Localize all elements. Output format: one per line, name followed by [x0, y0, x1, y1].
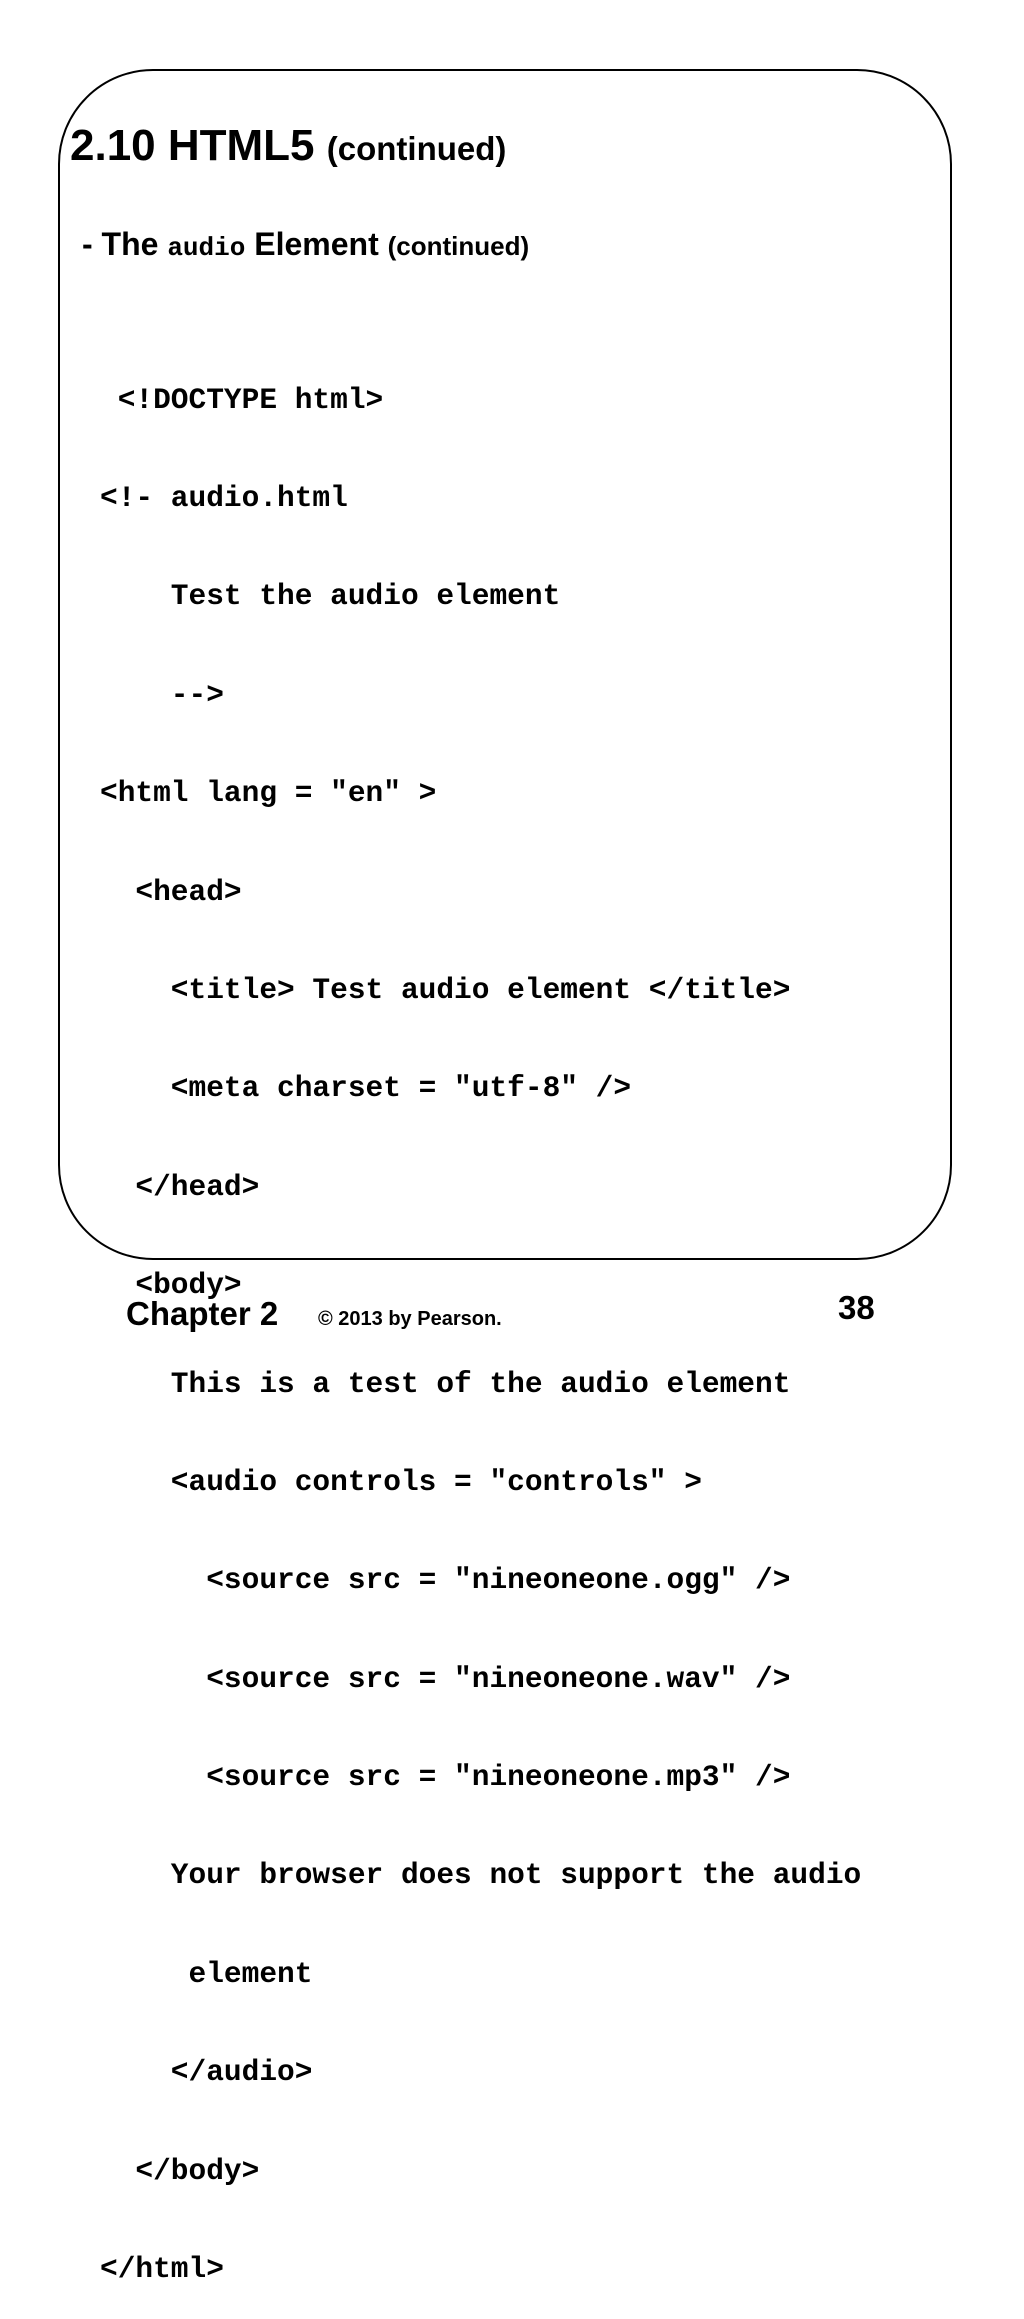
- code-line: <source src = "nineoneone.mp3" />: [100, 1760, 791, 1795]
- slide-title-main: 2.10 HTML5: [70, 121, 315, 170]
- code-line: Test the audio element: [100, 579, 561, 614]
- slide-title-suffix: (continued): [326, 130, 507, 167]
- code-line: <meta charset = "utf-8" />: [100, 1071, 632, 1106]
- code-line: </head>: [100, 1169, 260, 1204]
- code-line: <!- audio.html: [100, 480, 348, 515]
- code-line: Your browser does not support the audio: [100, 1858, 862, 1893]
- code-line: <source src = "nineoneone.ogg" />: [100, 1563, 791, 1598]
- subtitle-word: Element: [254, 226, 379, 262]
- code-line: <title> Test audio element </title>: [100, 972, 791, 1007]
- code-line: This is a test of the audio element: [100, 1366, 791, 1401]
- code-line: -->: [100, 677, 224, 712]
- code-line: <head>: [100, 874, 242, 909]
- slide-subtitle: [82, 224, 529, 268]
- code-line: element: [100, 1956, 313, 1991]
- code-line: <audio controls = "controls" >: [100, 1464, 702, 1499]
- subtitle-prefix: - The: [82, 226, 159, 262]
- code-line: <body>: [100, 1268, 242, 1303]
- code-line: </html>: [100, 2252, 224, 2287]
- footer-copyright: © 2013 by Pearson.: [318, 1308, 502, 1330]
- subtitle-code-word: audio: [167, 233, 246, 263]
- code-line: <source src = "nineoneone.wav" />: [100, 1661, 791, 1696]
- page-number: 38: [838, 1289, 875, 1326]
- subtitle-suffix: (continued): [387, 231, 530, 261]
- code-line: <!DOCTYPE html>: [100, 382, 384, 417]
- footer-chapter: Chapter 2: [126, 1295, 279, 1332]
- slide-title: [70, 120, 506, 175]
- code-line: </body>: [100, 2153, 260, 2188]
- code-line: <html lang = "en" >: [100, 776, 437, 811]
- code-line: </audio>: [100, 2055, 313, 2090]
